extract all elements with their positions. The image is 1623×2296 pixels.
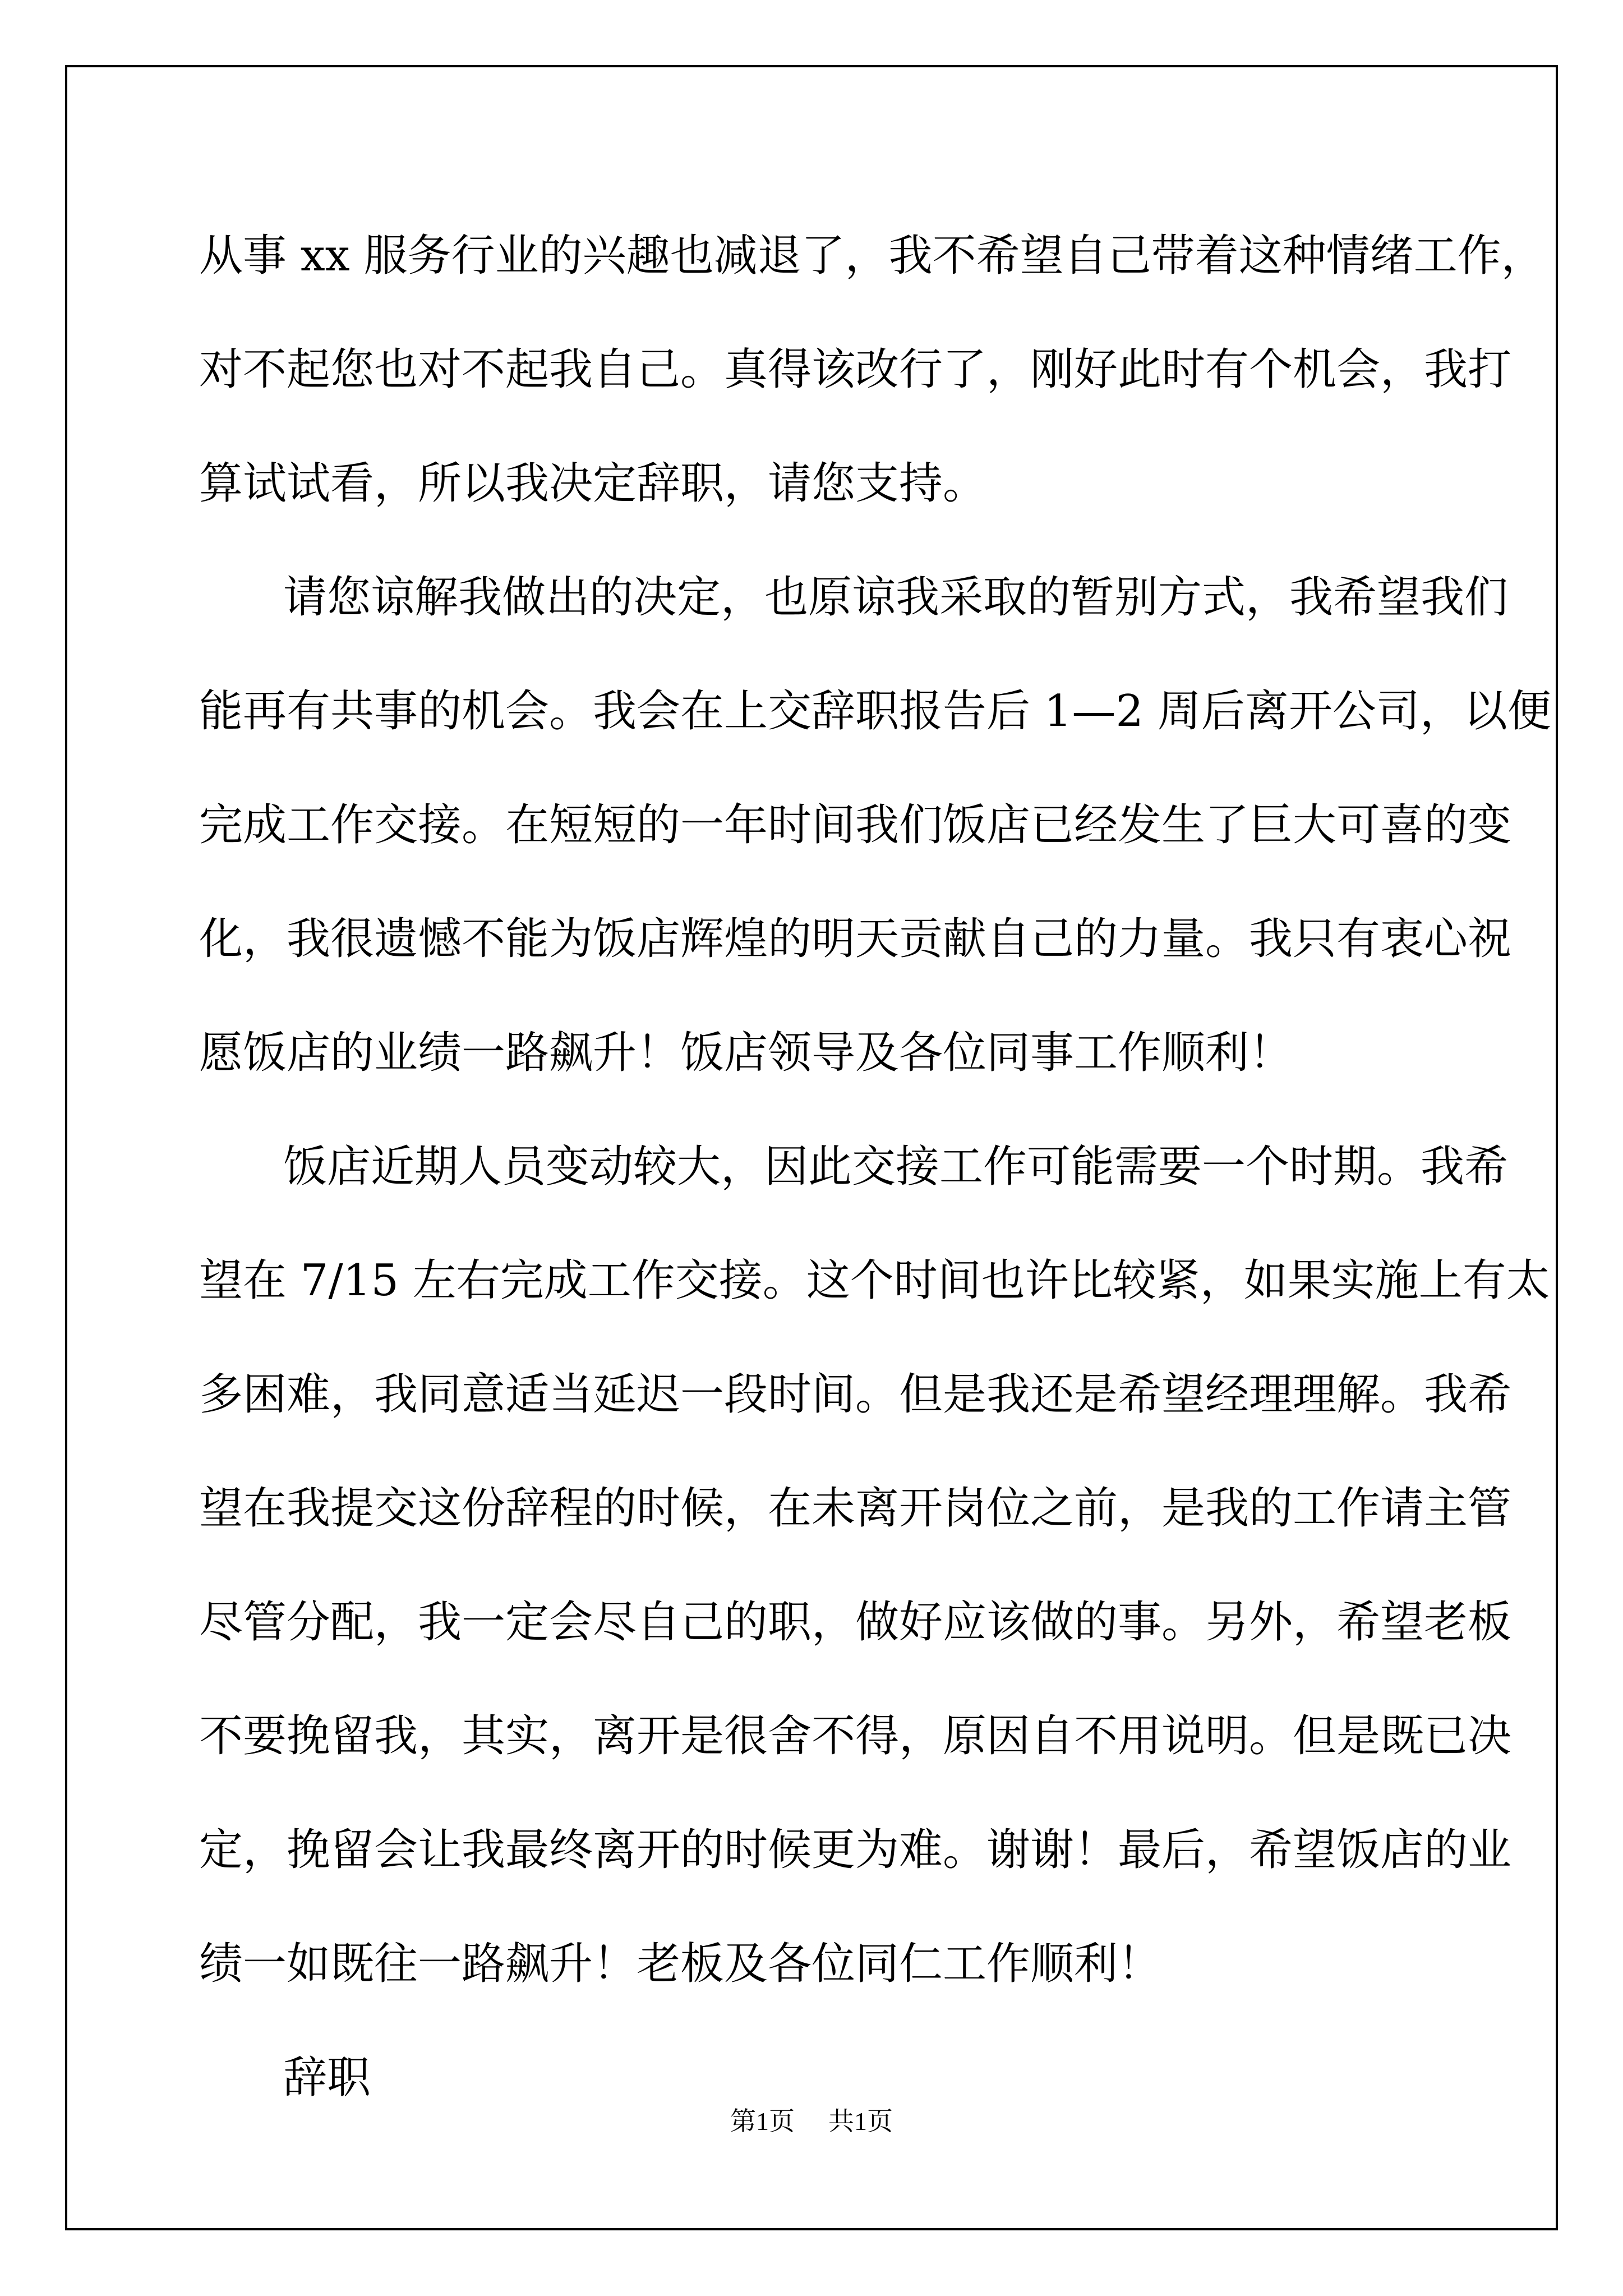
text-line: 饭店近期人员变动较大，因此交接工作可能需要一个时期。我希 xyxy=(283,1142,1509,1192)
text-line: 化，我很遗憾不能为饭店辉煌的明天贡献自己的力量。我只有衷心祝 xyxy=(199,914,1512,964)
text-line: 定，挽留会让我最终离开的时候更为难。谢谢！最后，希望饭店的业 xyxy=(199,1825,1512,1875)
text-line: 算试试看，所以我决定辞职，请您支持。 xyxy=(199,458,987,509)
text-line: 完成工作交接。在短短的一年时间我们饭店已经发生了巨大可喜的变 xyxy=(199,800,1512,850)
text-line: 绩一如既往一路飙升！老板及各位同仁工作顺利！ xyxy=(199,1939,1162,1989)
text-line: 多困难，我同意适当延迟一段时间。但是我还是希望经理理解。我希 xyxy=(199,1369,1512,1420)
text-line: 尽管分配，我一定会尽自己的职，做好应该做的事。另外，希望老板 xyxy=(199,1597,1512,1648)
signature-line: 辞职 xyxy=(283,2053,371,2103)
page-total: 共1页 xyxy=(828,2107,893,2136)
text-line: 能再有共事的机会。我会在上交辞职报告后 1—2 周后离开公司，以便 xyxy=(199,686,1551,737)
text-line: 不要挽留我，其实，离开是很舍不得，原因自不用说明。但是既已决 xyxy=(199,1711,1512,1761)
page-number: 第1页 xyxy=(730,2107,795,2136)
text-line: 望在 7/15 左右完成工作交接。这个时间也许比较紧，如果实施上有太 xyxy=(199,1255,1550,1306)
text-line: 愿饭店的业绩一路飙升！饭店领导及各位同事工作顺利！ xyxy=(199,1028,1293,1078)
text-line: 对不起您也对不起我自己。真得该改行了，刚好此时有个机会，我打 xyxy=(199,344,1512,395)
text-line: 从事 xx 服务行业的兴趣也减退了，我不希望自己带着这种情绪工作， xyxy=(199,231,1545,281)
page-footer xyxy=(0,2101,1623,2138)
text-line: 望在我提交这份辞程的时候，在未离开岗位之前，是我的工作请主管 xyxy=(199,1483,1512,1534)
document-body xyxy=(199,199,1551,2135)
text-line: 请您谅解我做出的决定，也原谅我采取的暂别方式，我希望我们 xyxy=(283,572,1509,623)
